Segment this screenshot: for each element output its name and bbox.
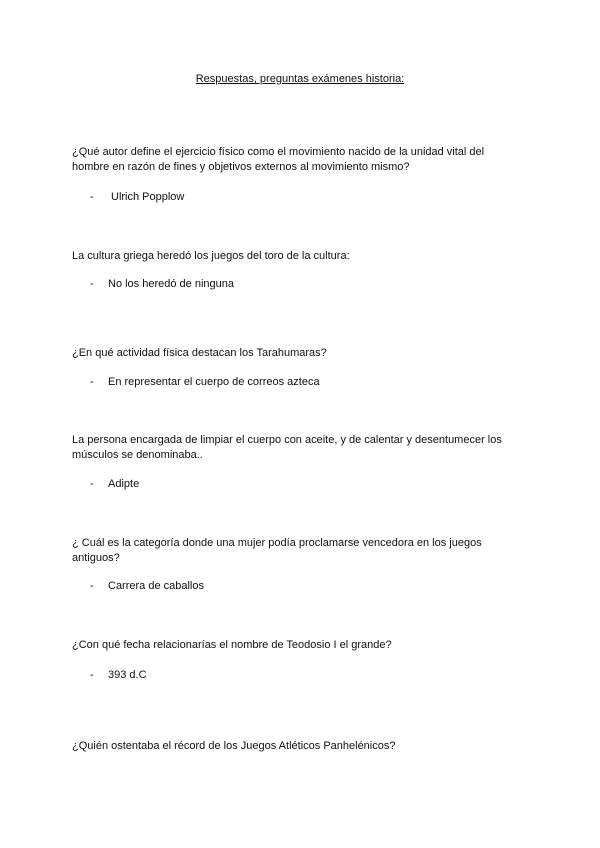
answer-6	[90, 668, 490, 683]
answer-text: En representar el cuerpo de correos azteca	[108, 376, 320, 388]
question-3: ¿En qué actividad física destacan los Tarahumaras?	[72, 347, 327, 359]
question-7: ¿Quién ostentaba el récord de los Juegos Atléticos Panhelénicos?	[72, 740, 396, 752]
question-2: La cultura griega heredó los juegos del toro de la cultura:	[72, 250, 350, 262]
question-1: ¿Qué autor define el ejercicio físico como el movimiento nacido de la unidad vital del hombre en razón de fines y objetivos externos al movimiento mismo?	[72, 146, 485, 173]
answer-2	[90, 277, 490, 292]
answer-4	[90, 477, 490, 492]
answer-1	[90, 190, 490, 205]
answer-3	[90, 375, 490, 390]
answer-text: Carrera de caballos	[108, 580, 204, 592]
answer-bullet: -	[90, 478, 94, 490]
document-title: Respuestas, preguntas exámenes historia:	[195, 73, 405, 85]
answer-bullet: -	[90, 376, 94, 388]
answer-bullet: -	[90, 278, 94, 290]
answer-text: Adipte	[108, 478, 140, 490]
answer-text: Ulrich Popplow	[111, 191, 185, 203]
question-5: ¿ Cuál es la categoría donde una mujer podía proclamarse vencedora en los juegos antiguos?	[72, 537, 482, 564]
answer-text: 393 d.C	[108, 669, 147, 681]
answer-bullet: -	[90, 191, 94, 203]
question-4: La persona encargada de limpiar el cuerpo con aceite, y de calentar y desentumecer los músculos se denominaba..	[72, 434, 502, 461]
answer-text: No los heredó de ninguna	[108, 278, 234, 290]
answer-bullet: -	[90, 580, 94, 592]
question-6: ¿Con qué fecha relacionarías el nombre de Teodosio I el grande?	[72, 639, 392, 651]
answer-5	[90, 579, 490, 594]
answer-bullet: -	[90, 669, 94, 681]
